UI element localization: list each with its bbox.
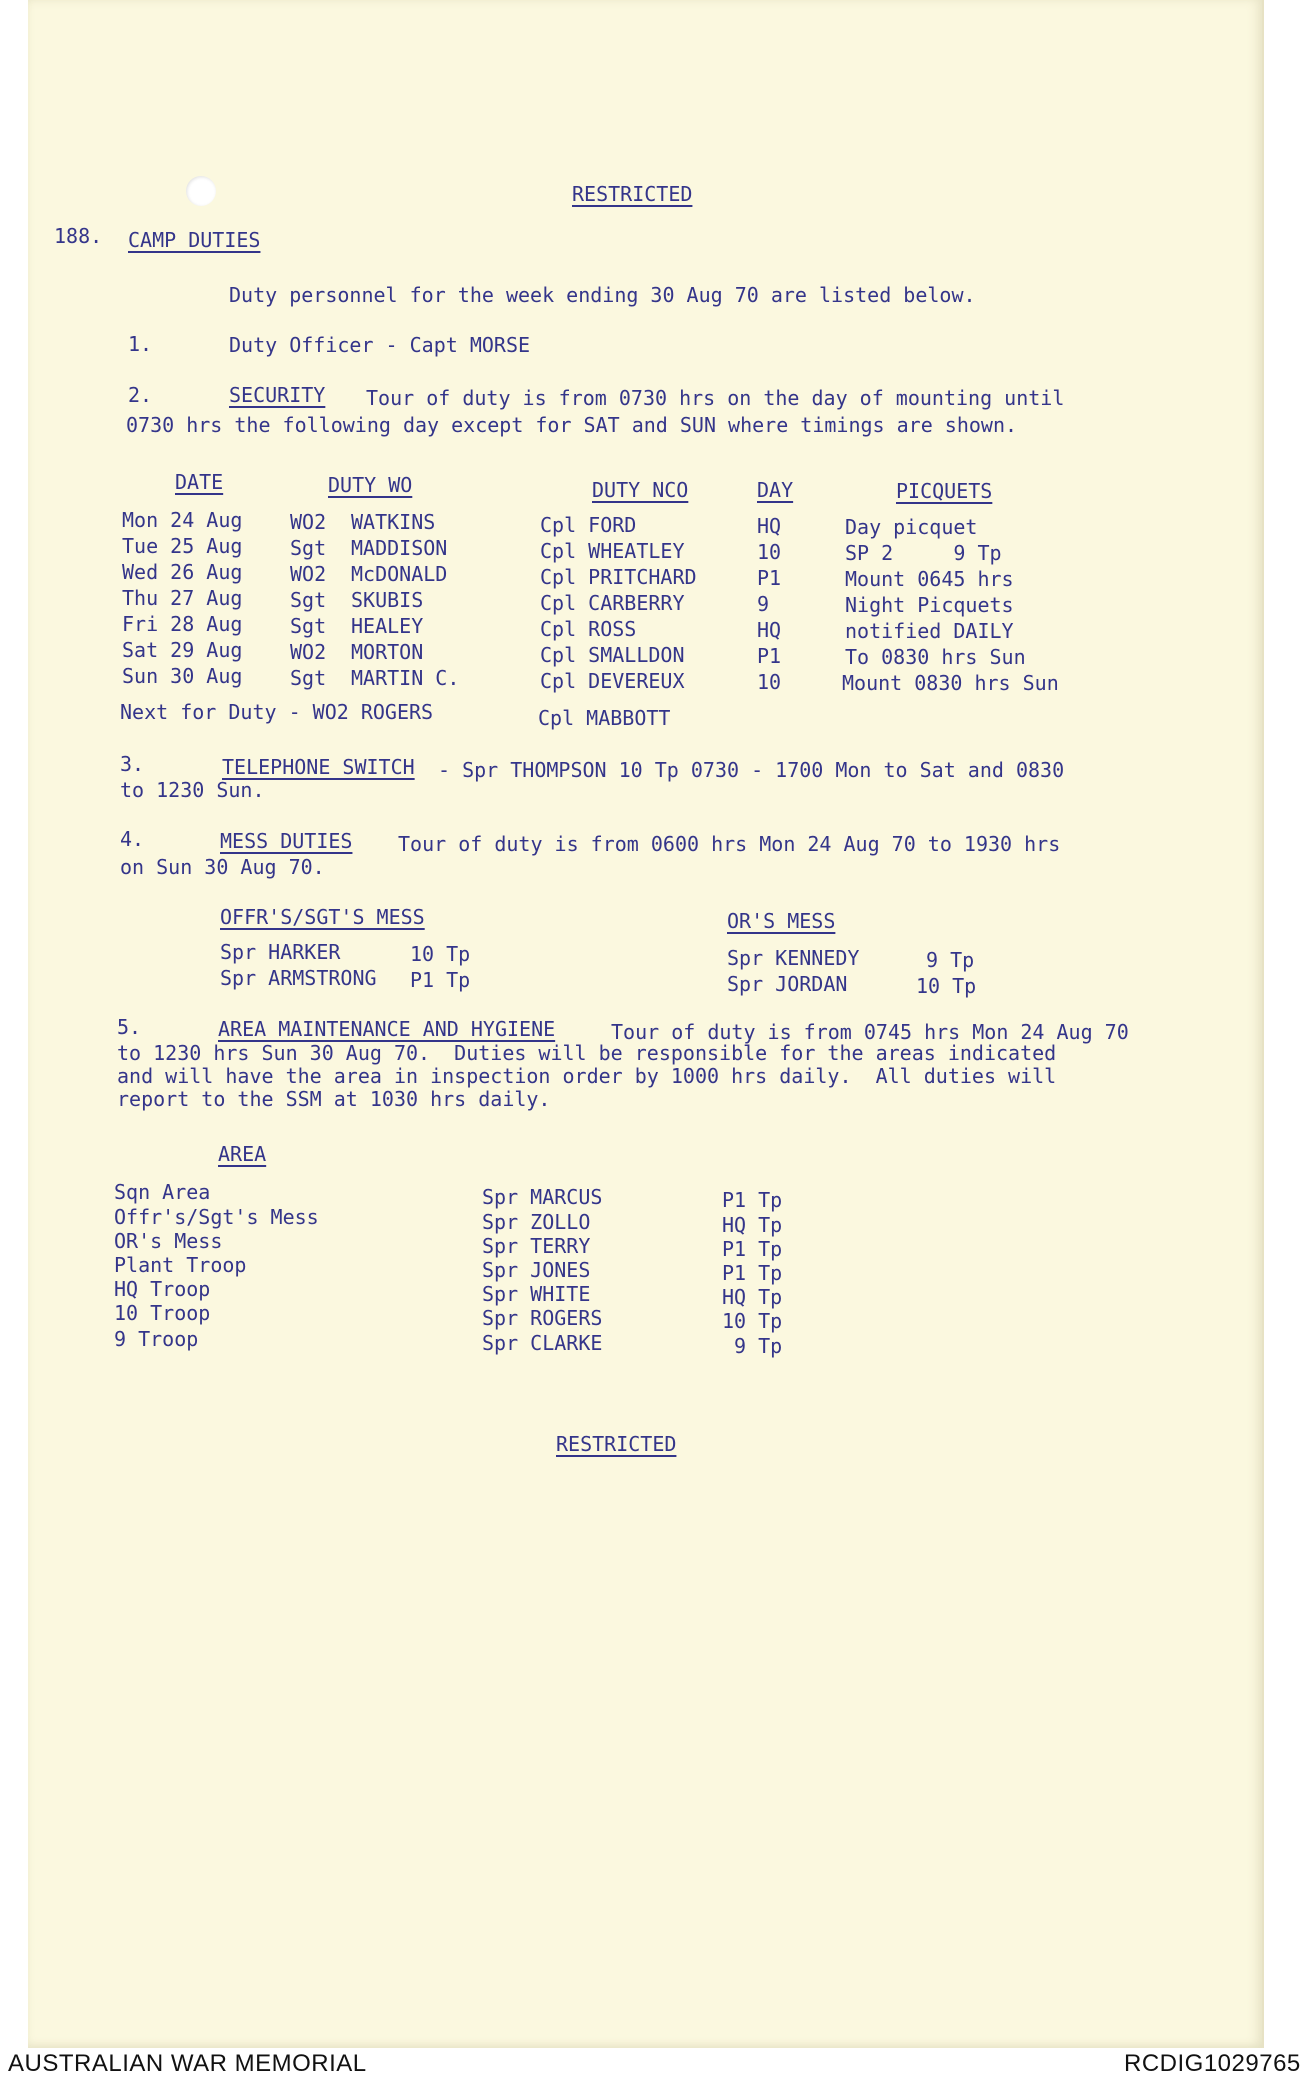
area-name: HQ Troop — [114, 1277, 211, 1301]
area-person: Spr MARCUS — [482, 1185, 603, 1209]
row-wo-name: McDONALD — [351, 562, 448, 586]
mess-text-line1: Tour of duty is from 0600 hrs Mon 24 Aug 70 to 1930 hrs — [398, 832, 1061, 856]
row-rank: WO2 — [290, 510, 327, 534]
row-day: 9 — [757, 592, 770, 616]
row-wo-name: MARTIN C. — [351, 666, 460, 690]
row-wo-name: MADDISON — [351, 536, 448, 560]
row-wo-name: WATKINS — [351, 510, 436, 534]
area-person: Spr ROGERS — [482, 1306, 603, 1330]
area-name: 9 Troop — [114, 1327, 199, 1351]
col-duty-wo: DUTY WO — [328, 473, 413, 497]
row-picquet: notified DAILY — [845, 619, 1014, 643]
row-picquet: Day picquet — [845, 515, 978, 539]
area-number: 5. — [117, 1015, 142, 1039]
area-heading: AREA MAINTENANCE AND HYGIENE — [218, 1017, 556, 1041]
area-column-heading: AREA — [218, 1142, 267, 1166]
area-unit: P1 Tp — [722, 1261, 783, 1285]
area-person: Spr JONES — [482, 1258, 591, 1282]
row-date: Mon 24 Aug — [122, 508, 243, 532]
offrs-mess-heading: OFFR'S/SGT'S MESS — [220, 905, 425, 929]
col-duty-nco: DUTY NCO — [592, 478, 689, 502]
row-date: Wed 26 Aug — [122, 560, 243, 584]
next-for-duty: Next for Duty - WO2 ROGERS — [120, 700, 434, 724]
duty-officer-number: 1. — [128, 332, 153, 356]
row-rank: WO2 — [290, 640, 327, 664]
row-day: 10 — [757, 540, 782, 564]
row-date: Sun 30 Aug — [122, 664, 243, 688]
mess-number: 4. — [120, 827, 145, 851]
row-date: Thu 27 Aug — [122, 586, 243, 610]
next-nco: Cpl MABBOTT — [538, 706, 671, 730]
area-text-line4: report to the SSM at 1030 hrs daily. — [117, 1087, 551, 1111]
row-picquet: Night Picquets — [845, 593, 1014, 617]
security-heading: SECURITY — [229, 383, 326, 407]
row-day: 10 — [757, 670, 782, 694]
intro-text: Duty personnel for the week ending 30 Aug 70 are listed below. — [229, 283, 976, 307]
mess-name: Spr KENNEDY — [727, 946, 860, 970]
area-unit: HQ Tp — [722, 1213, 783, 1237]
telephone-text-line1: - Spr THOMPSON 10 Tp 0730 - 1700 Mon to Sat and 0830 — [438, 758, 1065, 782]
row-rank: Sgt — [290, 588, 327, 612]
row-date: Fri 28 Aug — [122, 612, 243, 636]
row-nco: Cpl SMALLDON — [540, 643, 685, 667]
section-number: 188. — [54, 224, 103, 248]
row-rank: Sgt — [290, 614, 327, 638]
area-unit: 9 Tp — [734, 1334, 783, 1358]
duty-officer-text: Duty Officer - Capt MORSE — [229, 333, 531, 357]
row-picquet: Mount 0645 hrs — [845, 567, 1014, 591]
telephone-number: 3. — [120, 752, 145, 776]
area-text-line1: Tour of duty is from 0745 hrs Mon 24 Aug 70 — [611, 1020, 1129, 1044]
area-person: Spr CLARKE — [482, 1331, 603, 1355]
row-day: HQ — [757, 514, 782, 538]
col-day: DAY — [757, 478, 794, 502]
archive-id: RCDIG1029765 — [1124, 2050, 1301, 2077]
row-rank: Sgt — [290, 536, 327, 560]
row-rank: WO2 — [290, 562, 327, 586]
telephone-text-line2: to 1230 Sun. — [120, 778, 265, 802]
area-name: Sqn Area — [114, 1180, 211, 1204]
row-wo-name: SKUBIS — [351, 588, 424, 612]
mess-unit: P1 Tp — [410, 968, 471, 992]
area-person: Spr WHITE — [482, 1282, 591, 1306]
mess-name: Spr JORDAN — [727, 972, 848, 996]
row-nco: Cpl WHEATLEY — [540, 539, 685, 563]
row-nco: Cpl CARBERRY — [540, 591, 685, 615]
row-picquet: SP 2 9 Tp — [845, 541, 1002, 565]
area-text-line3: and will have the area in inspection order by 1000 hrs daily. All duties will — [117, 1064, 1057, 1088]
row-day: HQ — [757, 618, 782, 642]
row-picquet: To 0830 hrs Sun — [845, 645, 1026, 669]
row-date: Sat 29 Aug — [122, 638, 243, 662]
mess-text-line2: on Sun 30 Aug 70. — [120, 855, 325, 879]
mess-name: Spr HARKER — [220, 940, 341, 964]
security-number: 2. — [128, 383, 153, 407]
archive-label: AUSTRALIAN WAR MEMORIAL — [8, 2050, 367, 2077]
area-text-line2: to 1230 hrs Sun 30 Aug 70. Duties will be responsible for the areas indicated — [117, 1041, 1057, 1065]
row-nco: Cpl DEVEREUX — [540, 669, 685, 693]
row-nco: Cpl FORD — [540, 513, 637, 537]
row-nco: Cpl ROSS — [540, 617, 637, 641]
row-day: P1 — [757, 566, 782, 590]
mess-name: Spr ARMSTRONG — [220, 966, 377, 990]
section-title: CAMP DUTIES — [128, 228, 261, 252]
row-picquet: Mount 0830 hrs Sun — [842, 671, 1059, 695]
area-unit: 10 Tp — [722, 1309, 783, 1333]
area-unit: P1 Tp — [722, 1188, 783, 1212]
row-date: Tue 25 Aug — [122, 534, 243, 558]
mess-unit: 10 Tp — [916, 974, 977, 998]
row-nco: Cpl PRITCHARD — [540, 565, 697, 589]
mess-unit: 9 Tp — [926, 948, 975, 972]
area-name: 10 Troop — [114, 1301, 211, 1325]
area-name: OR's Mess — [114, 1229, 223, 1253]
ors-mess-heading: OR'S MESS — [727, 909, 836, 933]
mess-unit: 10 Tp — [410, 942, 471, 966]
row-wo-name: HEALEY — [351, 614, 424, 638]
area-unit: HQ Tp — [722, 1285, 783, 1309]
row-wo-name: MORTON — [351, 640, 424, 664]
telephone-heading: TELEPHONE SWITCH — [222, 755, 415, 779]
header-classification: RESTRICTED — [572, 182, 693, 206]
area-person: Spr TERRY — [482, 1234, 591, 1258]
area-name: Offr's/Sgt's Mess — [114, 1205, 319, 1229]
col-date: DATE — [175, 470, 224, 494]
security-text-line2: 0730 hrs the following day except for SAT and SUN where timings are shown. — [126, 413, 1018, 437]
mess-heading: MESS DUTIES — [220, 829, 353, 853]
area-person: Spr ZOLLO — [482, 1210, 591, 1234]
footer-classification: RESTRICTED — [556, 1432, 677, 1456]
area-unit: P1 Tp — [722, 1237, 783, 1261]
punch-hole — [186, 176, 216, 206]
col-picquets: PICQUETS — [896, 479, 993, 503]
area-name: Plant Troop — [114, 1253, 247, 1277]
row-rank: Sgt — [290, 666, 327, 690]
row-day: P1 — [757, 644, 782, 668]
security-text-line1: Tour of duty is from 0730 hrs on the day of mounting until — [366, 386, 1065, 410]
